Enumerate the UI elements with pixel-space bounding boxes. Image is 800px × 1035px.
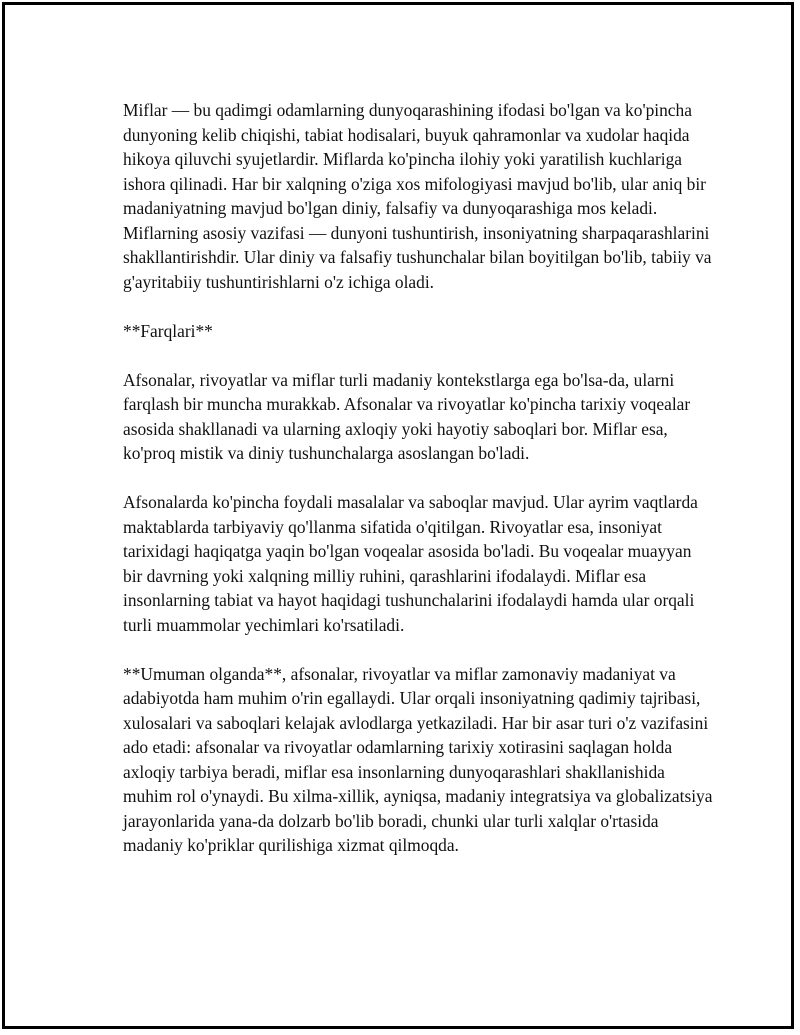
document-body — [123, 98, 713, 882]
paragraph-miflar-definition: Miflar — bu qadimgi odamlarning dunyoqarashining ifodasi bo'lgan va ko'pincha dunyoning kelib chiqishi, tabiat hodisalari, buyuk qahramonlar va xudolar haqida hikoya qiluvchi syujetlardir. Miflarda ko'pincha ilohiy yoki yaratilish kuchlariga ishora qilinadi. Har bir xalqning o'ziga xos mifologiyasi mavjud bo'lib, ular aniq bir madaniyatning mavjud bo'lgan diniy, falsafiy va dunyoqarashiga mos keladi. Miflarning asosiy vazifasi — dunyoni tushuntirish, insoniyatning sharpaqarashlarini shakllantirishdir. Ular diniy va falsafiy tushunchalar bilan boyitilgan bo'lib, tabiiy va g'ayritabiiy tushuntirishlarni o'z ichiga oladi. — [123, 100, 712, 292]
paragraph-afsonalar-rivoyatlar: Afsonalarda ko'pincha foydali masalalar va saboqlar mavjud. Ular ayrim vaqtlarda maktablarda tarbiyaviy qo'llanma sifatida o'qitilgan. Rivoyatlar esa, insoniyat tarixidagi haqiqatga yaqin bo'lgan voqealar asosida bo'ladi. Bu voqealar muayyan bir davrning yoki xalqning milliy ruhini, qarashlarini ifodalaydi. Miflar esa insonlarning tabiat va hayot haqidagi tushunchalarini ifodalaydi hamda ular orqali turli muammolar yechimlari ko'rsatiladi. — [123, 492, 698, 635]
heading-farqlari: **Farqlari** — [123, 320, 213, 341]
page-frame — [2, 2, 794, 1029]
paragraph-differences: Afsonalar, rivoyatlar va miflar turli madaniy kontekstlarga ega bo'lsa-da, ularni farqlash bir muncha murakkab. Afsonalar va rivoyatlar ko'pincha tarixiy voqealar asosida shakllanadi va ularning axloqiy yoki hayotiy saboqlari bor. Miflar esa, ko'proq mistik va diniy tushunchalarga asoslangan bo'ladi. — [123, 369, 691, 463]
paragraph-conclusion: **Umuman olganda**, afsonalar, rivoyatlar va miflar zamonaviy madaniyat va adabiyotda ham muhim o'rin egallaydi. Ular orqali insoniyatning qadimiy tajribasi, xulosalari va saboqlari kelajak avlodlarga yetkaziladi. Har bir asar turi o'z vazifasini ado etadi: afsonalar va rivoyatlar odamlarning tarixiy xotirasini saqlagan holda axloqiy tarbiya beradi, miflar esa insonlarning dunyoqarashlari shakllanishida muhim rol o'ynaydi. Bu xilma-xillik, ayniqsa, madaniy integratsiya va globalizatsiya jarayonlarida yana-da dolzarb bo'lib boradi, chunki ular turli xalqlar o'rtasida madaniy ko'priklar qurilishiga xizmat qilmoqda. — [123, 663, 713, 855]
